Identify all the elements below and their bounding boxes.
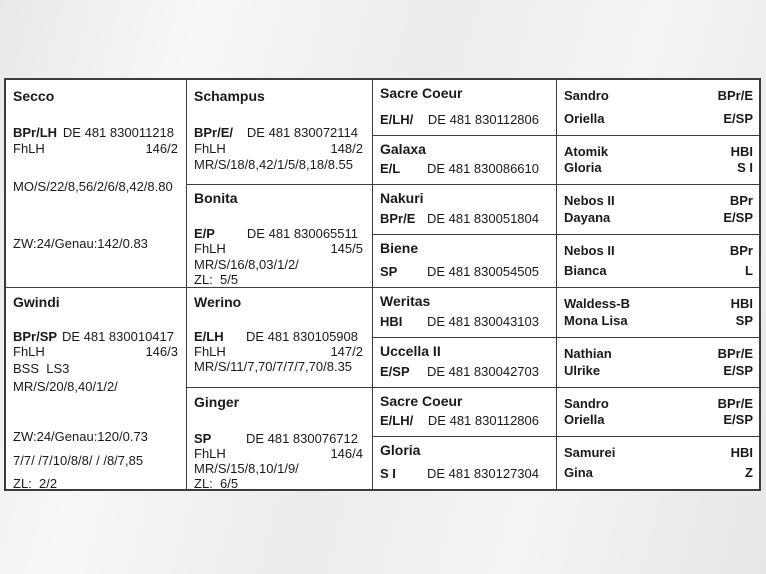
horse-name: Mona Lisa [564,313,628,328]
premium-code: E/SP [723,210,753,225]
performance-record: MR/S/16/8,03/1/2/ [194,257,299,272]
registration-number: DE 481 830054505 [426,264,539,279]
performance-record: MO/S/22/8,56/2/6/8,42/8.80 [13,179,173,194]
performance-record: MR/S/15/8,10/1/9/ [194,461,299,476]
stick-measure: 146/2 [145,141,178,156]
registration-number: DE 481 830127304 [426,466,539,481]
premium-code: E/LH/ [380,413,414,428]
dam-row [557,465,759,480]
horse-name: Bonita [194,190,238,206]
sire-row [557,396,759,411]
dam-row [557,412,759,427]
premium-registration-row [6,125,186,140]
premium-code: BPr/E/ [194,125,234,140]
premium-code: SP [735,313,753,328]
horse-name: Secco [13,88,55,104]
pedigree-cell-gen4-5 [557,288,759,338]
pedigree-cell-gen3-1 [373,80,557,136]
score-line: 7/7/ /7/10/8/8/ / /8/7,85 [13,453,144,468]
breeding-value: ZW:24/Genau:120/0.73 [13,429,148,444]
premium-code: E/SP [380,364,410,379]
horse-name: Biene [380,240,419,256]
premium-registration-row [373,211,556,226]
foal-count: ZL: 5/5 [194,272,239,287]
performance-record: MR/S/18/8,42/1/5/8,18/8.55 [194,157,353,172]
pedigree-cell-gen3-6 [373,338,557,388]
premium-code: BPr/E [717,88,753,103]
horse-name: Galaxa [380,141,426,157]
breed-association: FhLH [194,446,226,461]
premium-code: BPr/E [380,211,416,226]
premium-code: BPr [729,243,753,258]
horse-name: Gloria [380,442,421,458]
registration-number: DE 481 830112806 [427,413,539,428]
pedigree-cell-gen3-5 [373,288,557,338]
breed-association: FhLH [13,141,45,156]
horse-name: Werino [194,294,242,310]
pedigree-table [4,78,761,491]
horse-name: Gloria [564,160,602,175]
premium-code: E/SP [723,363,753,378]
registration-number: DE 481 830086610 [426,161,539,176]
sire-row [557,144,759,159]
premium-registration-row [187,329,372,344]
registration-number: DE 481 830042703 [426,364,539,379]
foal-count: ZL: 6/5 [194,476,239,489]
premium-code: L [745,263,753,278]
pedigree-cell-gen2-1 [187,80,373,185]
premium-registration-row [373,314,556,329]
premium-registration-row [373,466,556,481]
association-measure-row [6,344,186,359]
performance-record: MR/S/11/7,70/7/7/7,70/8.35 [194,359,353,374]
pedigree-cell-gen3-2 [373,136,557,185]
horse-name: Oriella [564,111,605,126]
horse-name: Schampus [194,88,265,104]
sire-row [557,243,759,258]
premium-registration-row [373,413,556,428]
premium-code: HBI [380,314,403,329]
horse-name: Ginger [194,394,240,410]
horse-name: Oriella [564,412,605,427]
horse-name: Sandro [564,88,609,103]
sire-row [557,193,759,208]
premium-code: E/LH [194,329,224,344]
premium-code: HBI [730,445,753,460]
horse-name: Sandro [564,396,609,411]
horse-name: Sacre Coeur [380,85,463,101]
dam-row [557,160,759,175]
pedigree-cell-gen3-7 [373,388,557,437]
dam-row [557,210,759,225]
premium-code: E/SP [723,111,753,126]
horse-name: Samurei [564,445,616,460]
premium-code: SP [380,264,398,279]
stick-measure: 145/5 [330,241,363,256]
premium-code: HBI [730,296,753,311]
breed-association: FhLH [194,141,226,156]
premium-code: BPr/LH [13,125,58,140]
association-measure-row [6,141,186,156]
horse-name: Dayana [564,210,611,225]
registration-number: DE 481 830051804 [426,211,539,226]
breed-association: FhLH [194,241,226,256]
premium-registration-row [373,264,556,279]
sire-row [557,296,759,311]
premium-registration-row [373,364,556,379]
registration-number: DE 481 830112806 [427,112,539,127]
horse-name: Atomik [564,144,609,159]
pedigree-cell-gen3-4 [373,235,557,288]
pedigree-cell-gen4-1 [557,80,759,136]
dam-row [557,263,759,278]
premium-code: E/L [380,161,401,176]
performance-record: MR/S/20/8,40/1/2/ [13,379,118,394]
pedigree-cell-gen4-3 [557,185,759,235]
horse-name: Bianca [564,263,607,278]
association-measure-row [187,141,372,156]
registration-number: DE 481 830043103 [426,314,539,329]
breeding-value: ZW:24/Genau:142/0.83 [13,236,148,251]
horse-name: Nathian [564,346,612,361]
pedigree-cell-gen2-3 [187,288,373,388]
pedigree-cell-gen4-4 [557,235,759,288]
horse-name: Gwindi [13,294,60,310]
stick-measure: 146/4 [330,446,363,461]
pedigree-cell-gen4-6 [557,338,759,388]
breed-association: FhLH [13,344,45,359]
registration-number: DE 481 830010417 [61,329,174,344]
sire-row [557,445,759,460]
premium-code: SP [194,431,212,446]
horse-name: Weritas [380,293,431,309]
sire-row [557,88,759,103]
pedigree-cell-gen4-7 [557,388,759,437]
premium-registration-row [6,329,186,344]
registration-number: DE 481 830011218 [62,125,174,140]
pedigree-cell-gen3-3 [373,185,557,235]
pedigree-cell-gen4-2 [557,136,759,185]
stick-measure: 147/2 [330,344,363,359]
premium-registration-row [187,226,372,241]
pedigree-cell-gen1-sire [6,80,187,288]
pedigree-cell-gen3-8 [373,437,557,489]
station-test-note: BSS LS3 [13,361,70,376]
horse-name: Waldess-B [564,296,630,311]
stick-measure: 148/2 [330,141,363,156]
registration-number: DE 481 830065511 [246,226,358,241]
dam-row [557,363,759,378]
premium-code: BPr/E [717,346,753,361]
premium-code: Z [745,465,753,480]
premium-code: BPr [729,193,753,208]
premium-code: E/P [194,226,215,241]
premium-code: S I [737,160,753,175]
horse-name: Nakuri [380,190,424,206]
horse-name: Nebos II [564,193,615,208]
pedigree-cell-gen2-4 [187,388,373,489]
horse-name: Uccella II [380,343,441,359]
pedigree-cell-gen1-dam [6,288,187,489]
horse-name: Gina [564,465,593,480]
premium-code: E/SP [723,412,753,427]
horse-name: Nebos II [564,243,615,258]
dam-row [557,111,759,126]
registration-number: DE 481 830076712 [245,431,358,446]
association-measure-row [187,344,372,359]
premium-registration-row [373,161,556,176]
dam-row [557,313,759,328]
premium-registration-row [187,125,372,140]
premium-code: E/LH/ [380,112,414,127]
association-measure-row [187,446,372,461]
stick-measure: 146/3 [145,344,178,359]
premium-registration-row [373,112,556,127]
pedigree-cell-gen2-2 [187,185,373,288]
association-measure-row [187,241,372,256]
pedigree-cell-gen4-8 [557,437,759,489]
premium-code: S I [380,466,396,481]
premium-code: BPr/SP [13,329,58,344]
horse-name: Sacre Coeur [380,393,463,409]
breed-association: FhLH [194,344,226,359]
premium-registration-row [187,431,372,446]
registration-number: DE 481 830105908 [245,329,358,344]
premium-code: HBI [730,144,753,159]
sire-row [557,346,759,361]
premium-code: BPr/E [717,396,753,411]
foal-count: ZL: 2/2 [13,476,58,489]
horse-name: Ulrike [564,363,601,378]
registration-number: DE 481 830072114 [246,125,358,140]
